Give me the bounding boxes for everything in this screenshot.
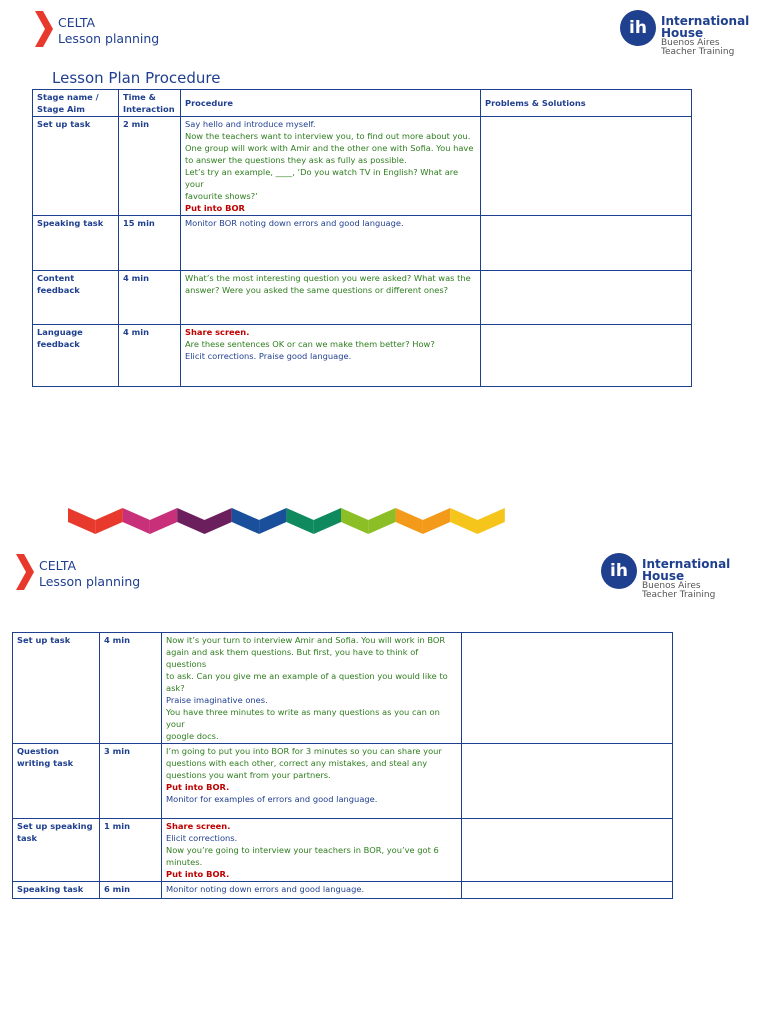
procedure-line: Share screen. xyxy=(166,821,231,831)
zigzag-segment xyxy=(450,508,477,534)
ih-logo xyxy=(620,8,750,60)
time-cell: 1 min xyxy=(100,819,162,882)
procedure-line: questions with each other, correct any mistakes, and steal any xyxy=(166,758,428,768)
stage-cell: Speaking task xyxy=(33,216,119,271)
procedure-line: What’s the most interesting question you were asked? What was the xyxy=(185,273,471,283)
time-cell: 2 min xyxy=(119,117,181,216)
time-cell: 4 min xyxy=(100,633,162,744)
stage-cell: Set up speaking task xyxy=(13,819,100,882)
time-cell: 4 min xyxy=(119,271,181,325)
procedure-cell xyxy=(162,744,462,819)
stage-cell: Content feedback xyxy=(33,271,119,325)
celta-heading xyxy=(58,15,159,47)
zigzag-segment xyxy=(341,508,368,534)
decorative-zigzag-divider xyxy=(68,504,508,536)
time-cell: 15 min xyxy=(119,216,181,271)
procedure-line: again and ask them questions. But first, you have to think of questions xyxy=(166,647,419,669)
time-cell: 3 min xyxy=(100,744,162,819)
procedure-cell xyxy=(162,633,462,744)
table-row xyxy=(13,882,673,899)
procedure-line: google docs. xyxy=(166,731,219,741)
ih-logo-mark: ih xyxy=(620,10,656,46)
table-row xyxy=(13,819,673,882)
header-procedure: Procedure xyxy=(181,90,481,117)
zigzag-segment xyxy=(314,508,341,534)
procedure-line: Put into BOR. xyxy=(166,782,230,792)
procedure-line: Now it’s your turn to interview Amir and Sofia. You will work in BOR xyxy=(166,635,446,645)
table-row xyxy=(33,271,692,325)
procedure-line: Monitor BOR noting down errors and good language. xyxy=(185,218,404,228)
stage-cell: Language feedback xyxy=(33,325,119,387)
header-stage: Stage name / Stage Aim xyxy=(33,90,119,117)
ih-logo-2 xyxy=(601,551,731,603)
problems-cell xyxy=(462,744,673,819)
zigzag-segment xyxy=(95,508,122,534)
procedure-line: Now you’re going to interview your teachers in BOR, you’ve got 6 xyxy=(166,845,439,855)
table-row xyxy=(33,216,692,271)
procedure-line: questions you want from your partners. xyxy=(166,770,331,780)
procedure-line: Put into BOR xyxy=(185,203,245,213)
celta-title-2: CELTA xyxy=(39,558,77,573)
procedure-line: Praise imaginative ones. xyxy=(166,695,268,705)
zigzag-segment xyxy=(259,508,286,534)
procedure-line: minutes. xyxy=(166,857,203,867)
zigzag-segment xyxy=(150,508,177,534)
procedure-cell xyxy=(181,271,481,325)
celta-heading-2 xyxy=(39,558,140,590)
celta-chevron-icon xyxy=(35,11,53,47)
problems-cell xyxy=(481,271,692,325)
procedure-cell xyxy=(162,819,462,882)
ih-logo-line1: International xyxy=(661,14,750,28)
procedure-line: One group will work with Amir and the other one with Sofia. You have xyxy=(185,143,474,153)
procedure-line: Monitor noting down errors and good language. xyxy=(166,884,365,894)
zigzag-segment xyxy=(423,508,450,534)
problems-cell xyxy=(481,216,692,271)
zigzag-segment xyxy=(368,508,395,534)
stage-cell: Question writing task xyxy=(13,744,100,819)
ih-logo-line4-2: Teacher Training xyxy=(642,590,716,600)
problems-cell xyxy=(462,882,673,899)
procedure-line: I’m going to put you into BOR for 3 minutes so you can share your xyxy=(166,746,442,756)
zigzag-segment xyxy=(232,508,259,534)
procedure-cell xyxy=(181,117,481,216)
procedure-line: Elicit corrections. Praise good language. xyxy=(185,351,352,361)
celta-subtitle-2: Lesson planning xyxy=(39,574,141,589)
procedure-line: Monitor for examples of errors and good language. xyxy=(166,794,378,804)
zigzag-segment xyxy=(177,508,204,534)
celta-title: CELTA xyxy=(58,15,96,30)
celta-chevron-icon-2 xyxy=(16,554,34,590)
time-cell: 6 min xyxy=(100,882,162,899)
table-row xyxy=(33,117,692,216)
table-header-row xyxy=(33,90,692,117)
table-row xyxy=(13,633,673,744)
procedure-cell xyxy=(162,882,462,899)
lesson-plan-table-1 xyxy=(32,89,692,387)
ih-logo-line2-2: House xyxy=(642,569,685,583)
ih-logo-line1-2: International xyxy=(642,557,731,571)
zigzag-segment xyxy=(286,508,313,534)
procedure-line: Are these sentences OK or can we make them better? How? xyxy=(185,339,435,349)
header-time: Time & Interaction xyxy=(119,90,181,117)
procedure-line: answer? Were you asked the same questions or different ones? xyxy=(185,285,449,295)
header-problems: Problems & Solutions xyxy=(481,90,692,117)
table-row xyxy=(13,744,673,819)
lesson-plan-table-2 xyxy=(12,632,673,899)
ih-logo-mark-2: ih xyxy=(601,553,637,589)
problems-cell xyxy=(462,819,673,882)
procedure-line: Let’s try an example, ____, ‘Do you watch TV in English? What are your xyxy=(185,167,459,189)
table-row xyxy=(33,325,692,387)
ih-logo-line3-2: Buenos Aires xyxy=(642,581,701,591)
procedure-cell xyxy=(181,325,481,387)
zigzag-segment xyxy=(478,508,505,534)
procedure-line: to ask. Can you give me an example of a question you would like to xyxy=(166,671,448,681)
procedure-line: favourite shows?’ xyxy=(185,191,258,201)
procedure-line: to answer the questions they ask as fully as possible. xyxy=(185,155,407,165)
zigzag-segment xyxy=(205,508,232,534)
zigzag-segment xyxy=(396,508,423,534)
celta-subtitle: Lesson planning xyxy=(58,31,160,46)
procedure-cell xyxy=(181,216,481,271)
problems-cell xyxy=(481,117,692,216)
stage-cell: Speaking task xyxy=(13,882,100,899)
procedure-line: Share screen. xyxy=(185,327,250,337)
procedure-line: You have three minutes to write as many questions as you can on your xyxy=(166,707,440,729)
zigzag-segment xyxy=(68,508,95,534)
procedure-line: Put into BOR. xyxy=(166,869,230,879)
problems-cell xyxy=(481,325,692,387)
ih-logo-line4: Teacher Training xyxy=(661,47,735,57)
stage-cell: Set up task xyxy=(33,117,119,216)
ih-logo-line3: Buenos Aires xyxy=(661,38,720,48)
procedure-line: Elicit corrections. xyxy=(166,833,238,843)
problems-cell xyxy=(462,633,673,744)
procedure-line: ask? xyxy=(166,683,185,693)
zigzag-segment xyxy=(123,508,150,534)
procedure-line: Say hello and introduce myself. xyxy=(185,119,316,129)
time-cell: 4 min xyxy=(119,325,181,387)
ih-logo-line2: House xyxy=(661,26,704,40)
section-title: Lesson Plan Procedure xyxy=(52,69,221,87)
procedure-line: Now the teachers want to interview you, to find out more about you. xyxy=(185,131,471,141)
stage-cell: Set up task xyxy=(13,633,100,744)
